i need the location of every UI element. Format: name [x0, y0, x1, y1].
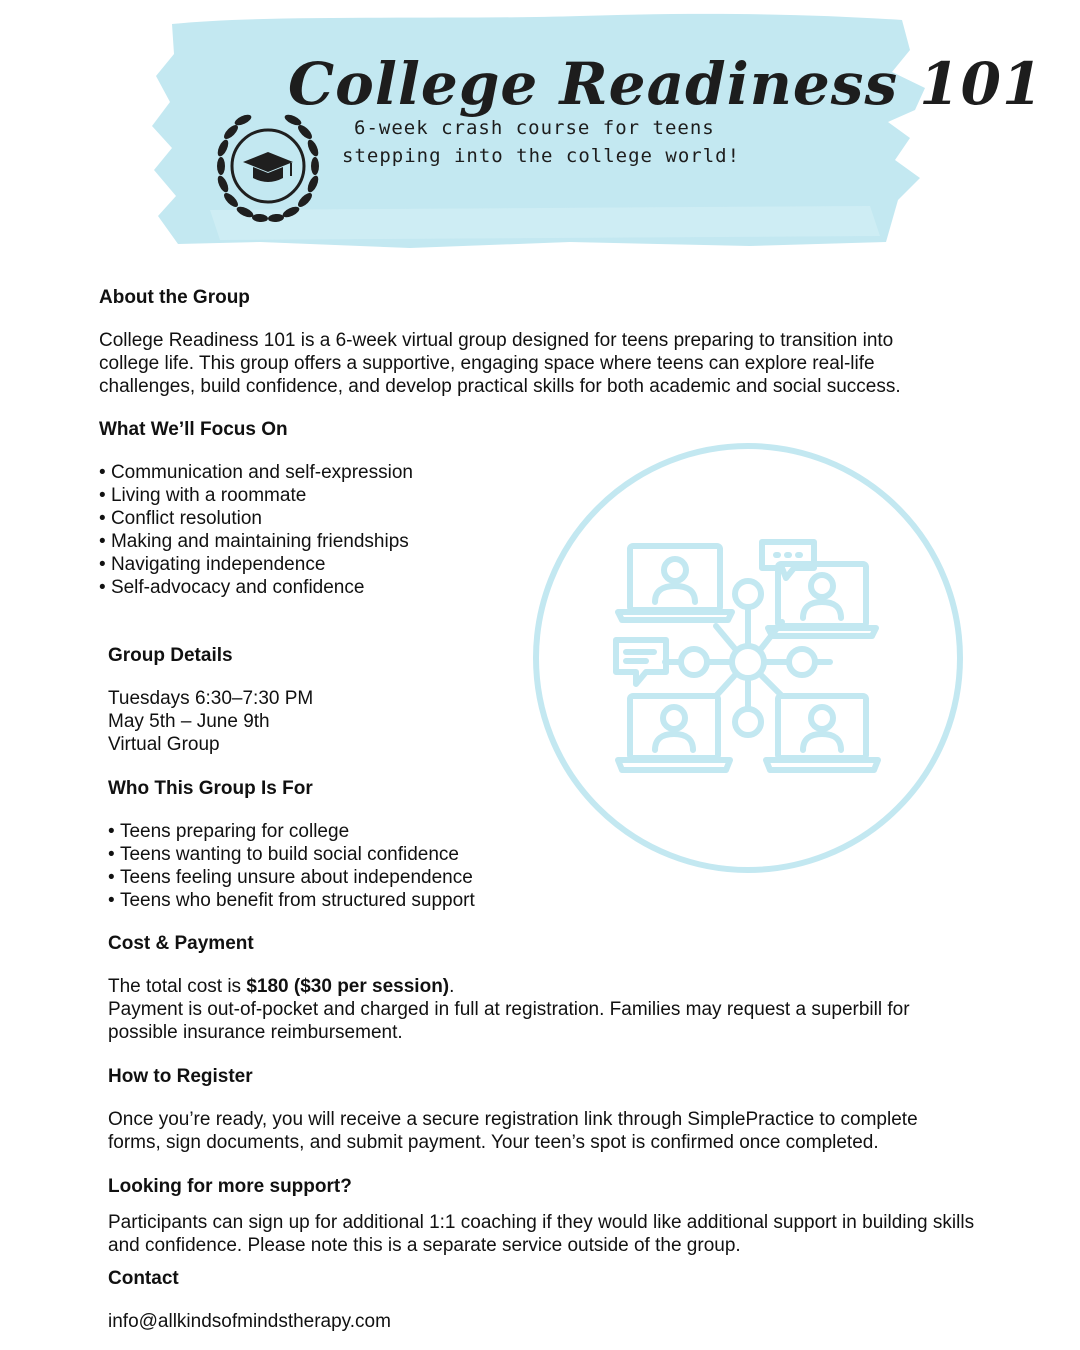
contact-heading: Contact — [108, 1268, 179, 1289]
focus-heading: What We’ll Focus On — [99, 419, 288, 440]
cost-text — [108, 975, 968, 998]
focus-list — [99, 461, 413, 599]
audience-heading: Who This Group Is For — [108, 778, 313, 799]
details-heading: Group Details — [108, 645, 233, 666]
page-title: College Readiness 101 — [288, 50, 1044, 118]
list-item: • Living with a roommate — [99, 484, 413, 507]
list-item: • Navigating independence — [99, 553, 413, 576]
cost-amount: $180 ($30 per session) — [246, 976, 450, 997]
cost-heading: Cost & Payment — [108, 933, 254, 954]
list-item: • Teens preparing for college — [108, 820, 475, 843]
graduation-cap-laurel-icon — [205, 106, 331, 224]
details-dates: May 5th – June 9th — [108, 711, 270, 732]
register-text: Once you’re ready, you will receive a secure registration link through SimplePractice to complete forms, sign documents, and submit payment. Your teen’s spot is confirmed once completed. — [108, 1109, 918, 1153]
cost-note: Payment is out-of-pocket and charged in full at registration. Families may request a superbill for possible insurance reimbursement. — [108, 999, 910, 1043]
virtual-group-network-icon — [530, 440, 966, 876]
about-heading: About the Group — [99, 287, 250, 308]
list-item: • Conflict resolution — [99, 507, 413, 530]
list-item: • Teens who benefit from structured support — [108, 889, 475, 912]
subtitle-line-1: 6-week crash course for teens — [354, 117, 715, 139]
about-text: College Readiness 101 is a 6-week virtual group designed for teens preparing to transition into college life. This group offers a supportive, engaging space where teens can explore real-life challenges, build confidence, and develop practical skills for both academic and social success. — [99, 330, 901, 397]
subtitle-line-2: stepping into the college world! — [342, 145, 741, 167]
list-item: • Communication and self-expression — [99, 461, 413, 484]
cost-suffix: . — [449, 976, 455, 997]
support-heading: Looking for more support? — [108, 1176, 352, 1197]
contact-email[interactable]: info@allkindsofmindstherapy.com — [108, 1311, 391, 1332]
list-item: • Teens wanting to build social confidence — [108, 843, 475, 866]
cost-prefix: The total cost is — [108, 976, 247, 997]
details-format: Virtual Group — [108, 734, 220, 755]
list-item: • Teens feeling unsure about independence — [108, 866, 475, 889]
details-time: Tuesdays 6:30–7:30 PM — [108, 688, 314, 709]
support-text: Participants can sign up for additional 1:1 coaching if they would like additional support in building skills and confidence. Please note this is a separate service outside of the group. — [108, 1212, 975, 1256]
list-item: • Self-advocacy and confidence — [99, 576, 413, 599]
list-item: • Making and maintaining friendships — [99, 530, 413, 553]
audience-list — [108, 820, 475, 912]
register-heading: How to Register — [108, 1066, 253, 1087]
